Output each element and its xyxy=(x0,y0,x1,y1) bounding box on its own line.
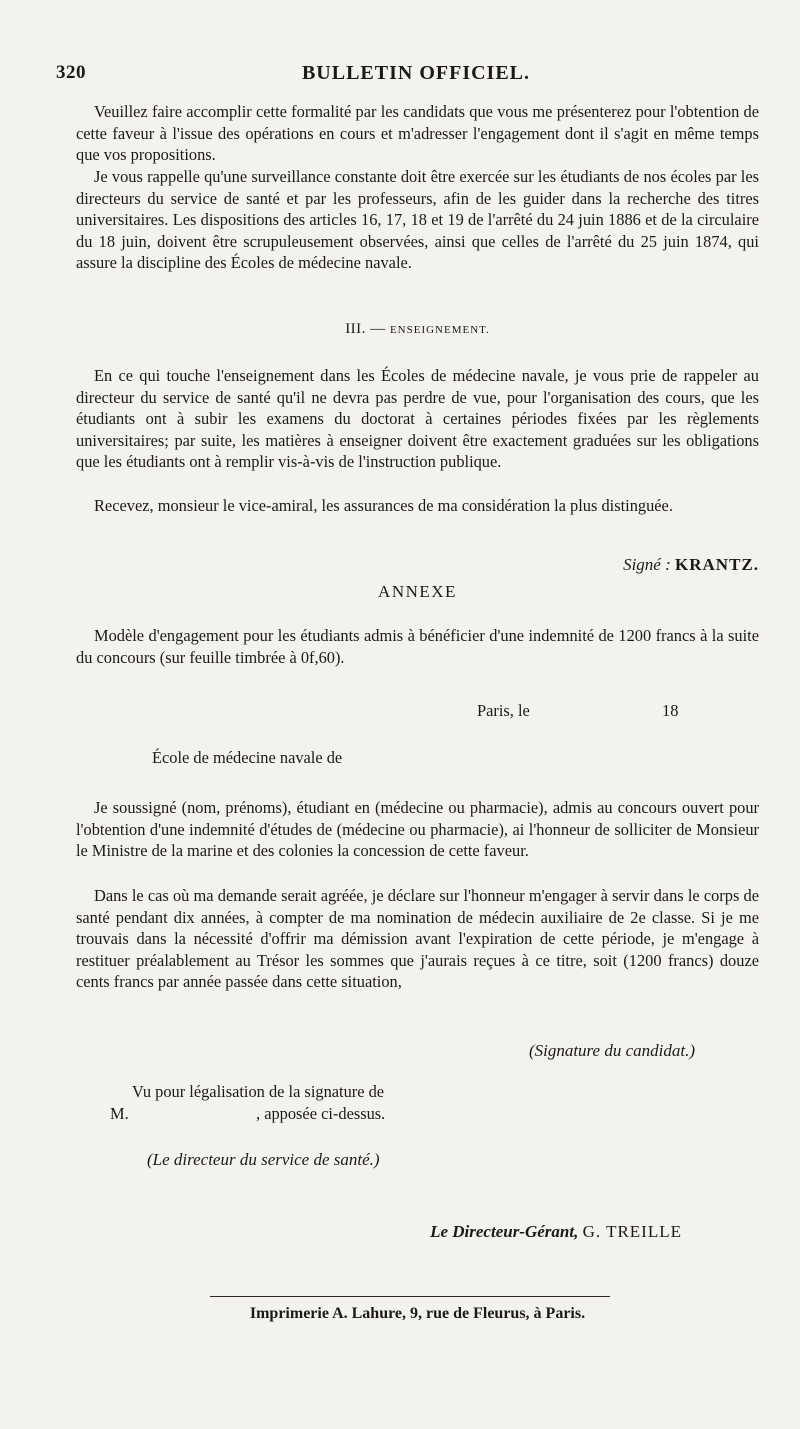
paragraph-text: Veuillez faire accomplir cette formalité par les candidats que vous me présenterez pour l'obtention de cette faveur à l'issue des opérations en cours et m'adresser l'engagement dont il s'agit en même temps que vos propositions. xyxy=(76,102,759,165)
signature-label: Signé : xyxy=(623,555,671,574)
paragraph-text: Modèle d'engagement pour les étudiants admis à bénéficier d'une indemnité de 1200 francs à la suite du concours (sur feuille timbrée à 0f,60). xyxy=(76,626,759,667)
form-school: École de médecine navale de xyxy=(152,748,343,767)
paragraph-formalite xyxy=(76,101,759,166)
footer-rule xyxy=(210,1296,610,1297)
paragraph-engagement xyxy=(76,885,759,993)
paragraph-text: Recevez, monsieur le vice-amiral, les assurances de ma considération la plus distinguée. xyxy=(94,496,673,515)
paragraph-soussigne xyxy=(76,797,759,862)
paragraph-text: Je soussigné (nom, prénoms), étudiant en (médecine ou pharmacie), admis au concours ouvert pour l'obtention d'une indemnité d'études de (médecine ou pharmacie), ai l'honneur de solliciter de Monsieur le Ministre de la marine et des colonies la concession de cette faveur. xyxy=(76,798,759,861)
legalisation-block xyxy=(110,1081,386,1125)
form-place: Paris, le xyxy=(477,701,530,720)
paragraph-salutation xyxy=(76,495,759,517)
legalisation-m: M. xyxy=(110,1104,129,1123)
candidate-signature: (Signature du candidat.) xyxy=(528,1041,695,1060)
health-director-signature: (Le directeur du service de santé.) xyxy=(147,1150,380,1169)
paragraph-surveillance xyxy=(76,166,759,274)
printer-imprint: Imprimerie A. Lahure, 9, rue de Fleurus, à Paris. xyxy=(249,1305,586,1322)
running-title: BULLETIN OFFICIEL. xyxy=(301,62,531,84)
minister-signature xyxy=(623,555,759,575)
page-header xyxy=(56,62,776,86)
form-year: 18 xyxy=(662,701,679,720)
paragraph-text: Je vous rappelle qu'une surveillance constante doit être exercée sur les étudiants de nos écoles par les directeurs du service de santé et par les professeurs, afin de les guider dans la recherche des titres universitaires. Les dispositions des articles 16, 17, 18 et 19 de l'arrêté du 24 juin 1886 et de la circulaire du 18 juin, doivent être scrupuleusement observées, ainsi que celles de l'arrêté du 25 juin 1874, qui assure la discipline des Écoles de médecine navale. xyxy=(76,167,759,273)
annexe-title: ANNEXE xyxy=(378,582,457,601)
legalisation-apposee: , apposée ci-dessus. xyxy=(256,1104,386,1123)
legalisation-m-line xyxy=(110,1103,385,1125)
paragraph-text: En ce qui touche l'enseignement dans les Écoles de médecine navale, je vous prie de rappeler au directeur du service de santé qu'il ne devra pas perdre de vue, pour l'organisation des cours, que les étudiants ont à subir les examens du doctorat à certaines périodes fixées par les règlements universitaires; par suite, les matières à enseigner doivent être exactement graduées sur les obligations que les étudiants ont à remplir vis-à-vis de l'instruction publique. xyxy=(76,366,759,472)
paragraph-modele xyxy=(76,625,759,668)
manager-role: Le Directeur-Gérant, xyxy=(430,1222,579,1241)
section-heading xyxy=(76,321,759,338)
page-number: 320 xyxy=(56,62,86,83)
manager-name: G. TREILLE xyxy=(582,1222,682,1241)
paragraph-enseignement xyxy=(76,365,759,473)
signature-name: KRANTZ. xyxy=(675,555,759,574)
form-place-date xyxy=(477,701,707,721)
manager-signature xyxy=(430,1222,682,1242)
paragraph-text: Dans le cas où ma demande serait agréée, je déclare sur l'honneur m'engager à servir dans le corps de santé pendant dix années, à compter de ma nomination de médecin auxiliaire de 2e classe. Si je me trouvais dans la nécessité d'offrir ma démission avant l'expiration de cette période, je m'engage à restituer préalablement au Trésor les sommes que j'aurais reçues à ce titre, soit (1200 francs) douze cents francs par année passée dans cette situation, xyxy=(76,886,759,992)
legalisation-line: Vu pour légalisation de la signature de xyxy=(132,1082,385,1101)
section-title: ENSEIGNEMENT. xyxy=(389,324,490,336)
section-numeral: III. — xyxy=(345,321,386,337)
